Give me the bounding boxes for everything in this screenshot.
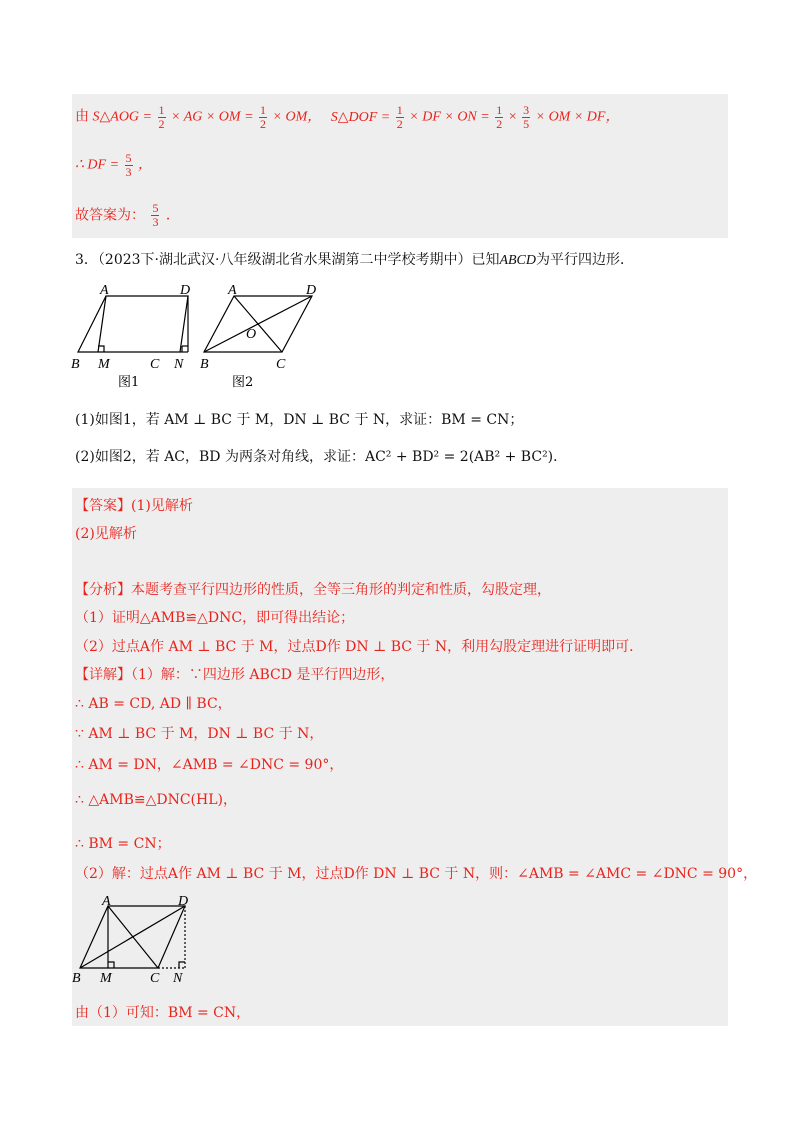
detail-line-5: ∴ BM = CN；	[75, 836, 171, 852]
detail-line-6: （2）解：过点A作 AM ⊥ BC 于 M，过点D作 DN ⊥ BC 于 N，则：∠AMB = ∠AMC = ∠DNC = 90°，	[75, 866, 758, 882]
detail-label: 【详解】（1）解：∵四边形 ABCD 是平行四边形，	[75, 667, 395, 683]
top-solution-line-2: ∴ DF = $\frac{5}{3}$ ，	[75, 151, 153, 179]
diagonal-bd	[204, 296, 312, 352]
question-stem: 3．（2023下·湖北武汉·八年级湖北省水果湖第二中学校考期中）已知ABCD为平行四边形．	[75, 252, 635, 268]
diagonal-bd	[80, 906, 185, 968]
answer-part-2: (2)见解析	[75, 526, 137, 542]
sol-label-n: N	[173, 971, 183, 986]
right-angle-n	[179, 962, 185, 968]
sol-label-m: M	[100, 971, 112, 986]
fig1-label-a: A	[100, 283, 109, 298]
fig2-label-d: D	[306, 283, 317, 298]
sol-label-d: D	[178, 896, 189, 909]
top-solution-line-1: 由 S△AOG = $\frac{1}{2}$ × AG × OM = $\frac{1}{2}$ × OM， S△DOF = $\frac{1}{2}$ × DF × ON = $\frac{1}{2}$ × $\frac{3}{5}$ × OM × DF，	[75, 103, 620, 131]
sol-label-a: A	[102, 896, 111, 909]
fig2-caption: 图2	[232, 375, 254, 390]
detail-line-1: ∴ AB = CD, AD ∥ BC，	[75, 696, 232, 712]
sol-label-b: B	[72, 971, 81, 986]
detail-line-7: 由（1）可知：BM = CN，	[75, 1005, 251, 1021]
fig1-caption: 图1	[118, 375, 140, 390]
analysis-label: 【分析】本题考查平行四边形的性质，全等三角形的判定和性质，勾股定理，	[75, 582, 551, 598]
fig1-label-n: N	[174, 357, 184, 372]
fig1-label-b: B	[71, 357, 80, 372]
analysis-step-2: （2）过点A作 AM ⊥ BC 于 M，过点D作 DN ⊥ BC 于 N，利用勾股定理进行证明即可．	[75, 639, 644, 655]
question-part-1: (1)如图1，若 AM ⊥ BC 于 M，DN ⊥ BC 于 N，求证：BM = CN；	[75, 412, 524, 428]
analysis-step-1: （1）证明△AMB≌△DNC，即可得出结论；	[75, 610, 355, 626]
parallelogram-abcd-fig1	[78, 296, 188, 352]
figure-1	[78, 296, 188, 352]
detail-line-3: ∴ AM = DN，∠AMB = ∠DNC = 90°，	[75, 757, 344, 773]
top-solution-line-3: 故答案为： $\frac{5}{3}$ ．	[75, 201, 180, 229]
fig2-label-o: O	[246, 327, 257, 342]
detail-line-2: ∵ AM ⊥ BC 于 M，DN ⊥ BC 于 N，	[75, 726, 324, 742]
fig2-label-b: B	[200, 357, 209, 372]
fig2-label-a: A	[228, 283, 237, 298]
fig1-label-d: D	[180, 283, 191, 298]
fig1-label-m: M	[98, 357, 110, 372]
question-part-2: (2)如图2，若 AC，BD 为两条对角线，求证：AC² + BD² = 2(AB² + BC²)．	[75, 449, 568, 465]
solution-figure	[70, 896, 195, 986]
figure-2	[204, 296, 312, 352]
question-figures	[68, 280, 328, 395]
sol-label-c: C	[150, 971, 160, 986]
answer-label: 【答案】(1)见解析	[75, 498, 193, 514]
fig1-label-c: C	[150, 357, 160, 372]
detail-line-4: ∴ △AMB≌△DNC(HL)，	[75, 792, 237, 808]
right-angle-m	[108, 962, 114, 968]
fig2-label-c: C	[276, 357, 286, 372]
